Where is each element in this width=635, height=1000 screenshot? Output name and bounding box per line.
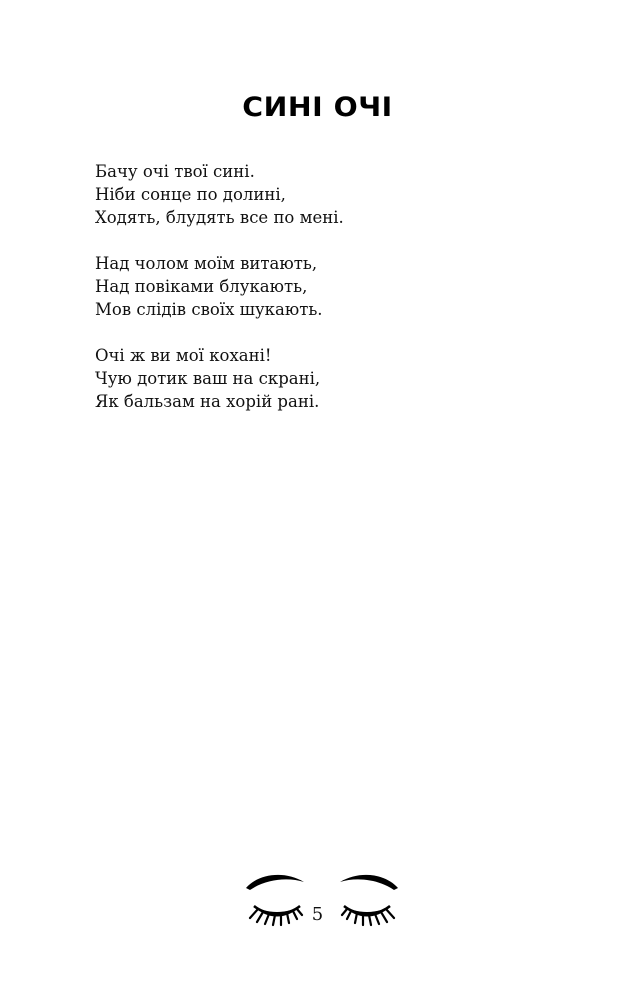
stanza xyxy=(95,344,555,413)
poem-line: Очі ж ви мої кохані! xyxy=(95,346,272,365)
poem-line: Мов слідів своїх шукають. xyxy=(95,300,323,319)
stanza xyxy=(95,252,555,321)
page-footer xyxy=(0,868,635,938)
poem-line: Ніби сонце по долині, xyxy=(95,185,286,204)
stanza xyxy=(95,160,555,229)
poem-line: Над чолом моїм витають, xyxy=(95,254,318,273)
poem-line: Над повіками блукають, xyxy=(95,277,308,296)
poem-line: Ходять, блудять все по мені. xyxy=(95,208,344,227)
poem-body xyxy=(95,160,555,436)
poem-line: Як бальзам на хорій рані. xyxy=(95,392,320,411)
page-number: 5 xyxy=(311,904,324,925)
poem-title: СИНІ ОЧІ xyxy=(242,92,393,123)
poem-line: Бачу очі твої сині. xyxy=(95,162,255,181)
poem-line: Чую дотик ваш на скрані, xyxy=(95,369,321,388)
